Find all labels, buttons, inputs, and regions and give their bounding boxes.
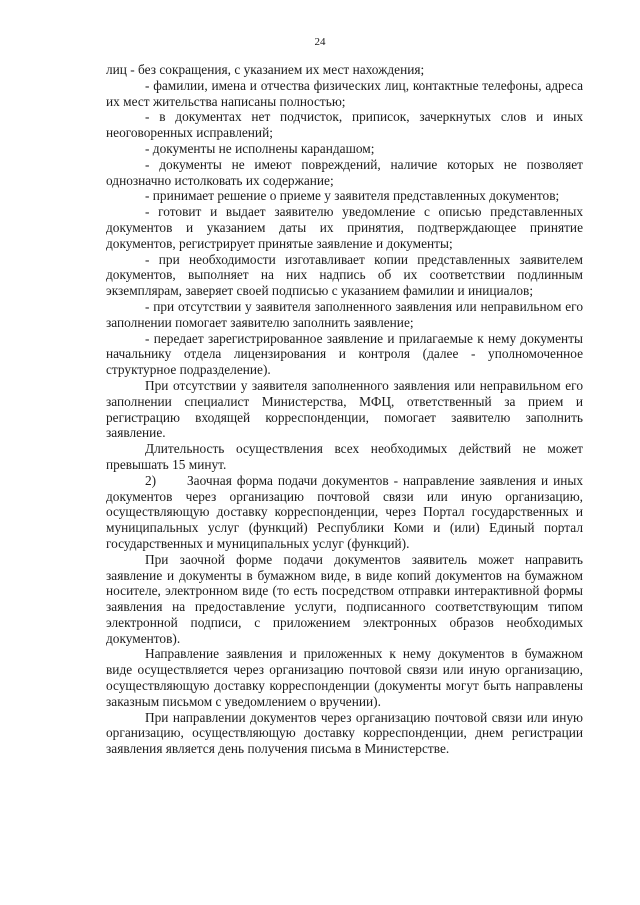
document-body bbox=[106, 62, 583, 757]
paragraph-remote-submission: При заочной форме подачи документов заявитель может направить заявление и документы в бумажном виде, в виде копий документов на бумажном носителе, электронном виде (то есть посредством отправки интерактивной формы заявления на предоставление услуги, подписанного соответствующим типом электронной подписи, с приложением электронных образов необходимых документов). bbox=[106, 551, 583, 646]
item-number: 2) bbox=[145, 472, 157, 488]
paragraph-registration-date: При направлении документов через организацию почтовой связи или иную организацию, осуществляющую доставку корреспонденции, днем регистрации заявления является день получения письма в Министерстве. bbox=[106, 709, 583, 757]
list-item-accepts-decision: - принимает решение о приеме у заявителя представленных документов; bbox=[145, 188, 560, 204]
list-item-full-names: - фамилии, имена и отчества физических лиц, контактные телефоны, адреса их мест жительства написаны полностью; bbox=[106, 77, 583, 109]
list-item-no-damage: - документы не имеют повреждений, наличие которых не позволяет однозначно истолковать их содержание; bbox=[106, 156, 583, 188]
list-item-makes-copies: - при необходимости изготавливает копии представленных заявителем документов, выполняет на них надпись об их соответствии подлинным экземплярам, заверяет своей подписью с указанием фамилии и инициалов; bbox=[106, 251, 583, 299]
page-number: 24 bbox=[314, 36, 326, 48]
paragraph-paper-submission: Направление заявления и приложенных к нему документов в бумажном виде осуществляется через организацию почтовой связи или иную организацию, осуществляющую доставку корреспонденции (документы могут быть направлены заказным письмом с уведомлением о вручении). bbox=[106, 646, 583, 709]
list-item-no-pencil: - документы не исполнены карандашом; bbox=[145, 140, 375, 156]
paragraph-duration: Длительность осуществления всех необходимых действий не может превышать 15 минут. bbox=[106, 441, 583, 472]
list-item-issues-notice: - готовит и выдает заявителю уведомление с описью представленных документов и указанием даты их принятия, подтверждающее принятие документов, регистрирует принятые заявление и документы; bbox=[106, 204, 583, 251]
list-item-helps-fill-application: - при отсутствии у заявителя заполненного заявления или неправильном его заполнении помогает заявителю заполнить заявление; bbox=[106, 298, 583, 330]
paragraph-missing-application: При отсутствии у заявителя заполненного заявления или неправильном его заполнении специалист Министерства, МФЦ, ответственный за прием и регистрацию входящей корреспонденции, помогает заявителю заполнить заявление. bbox=[106, 377, 583, 441]
numbered-item-2 bbox=[106, 473, 583, 552]
item-text: Заочная форма подачи документов - направление заявления и иных документов через организацию почтовой связи или иную организацию, осуществляющую доставку корреспонденции, через Портал государственных и муниципальных услуг (функций) Республики Коми и (или) Единый портал государственных и муниципальных услуг (функций). bbox=[106, 472, 583, 551]
list-item-no-corrections: - в документах нет подчисток, приписок, зачеркнутых слов и иных неоговоренных исправлений; bbox=[106, 109, 583, 141]
list-item-transfers-application: - передает зарегистрированное заявление и прилагаемые к нему документы начальнику отдела лицензирования и контроля (далее - уполномоченное структурное подразделение). bbox=[106, 330, 583, 378]
paragraph-continuation: лиц - без сокращения, с указанием их мест нахождения; bbox=[106, 62, 425, 77]
